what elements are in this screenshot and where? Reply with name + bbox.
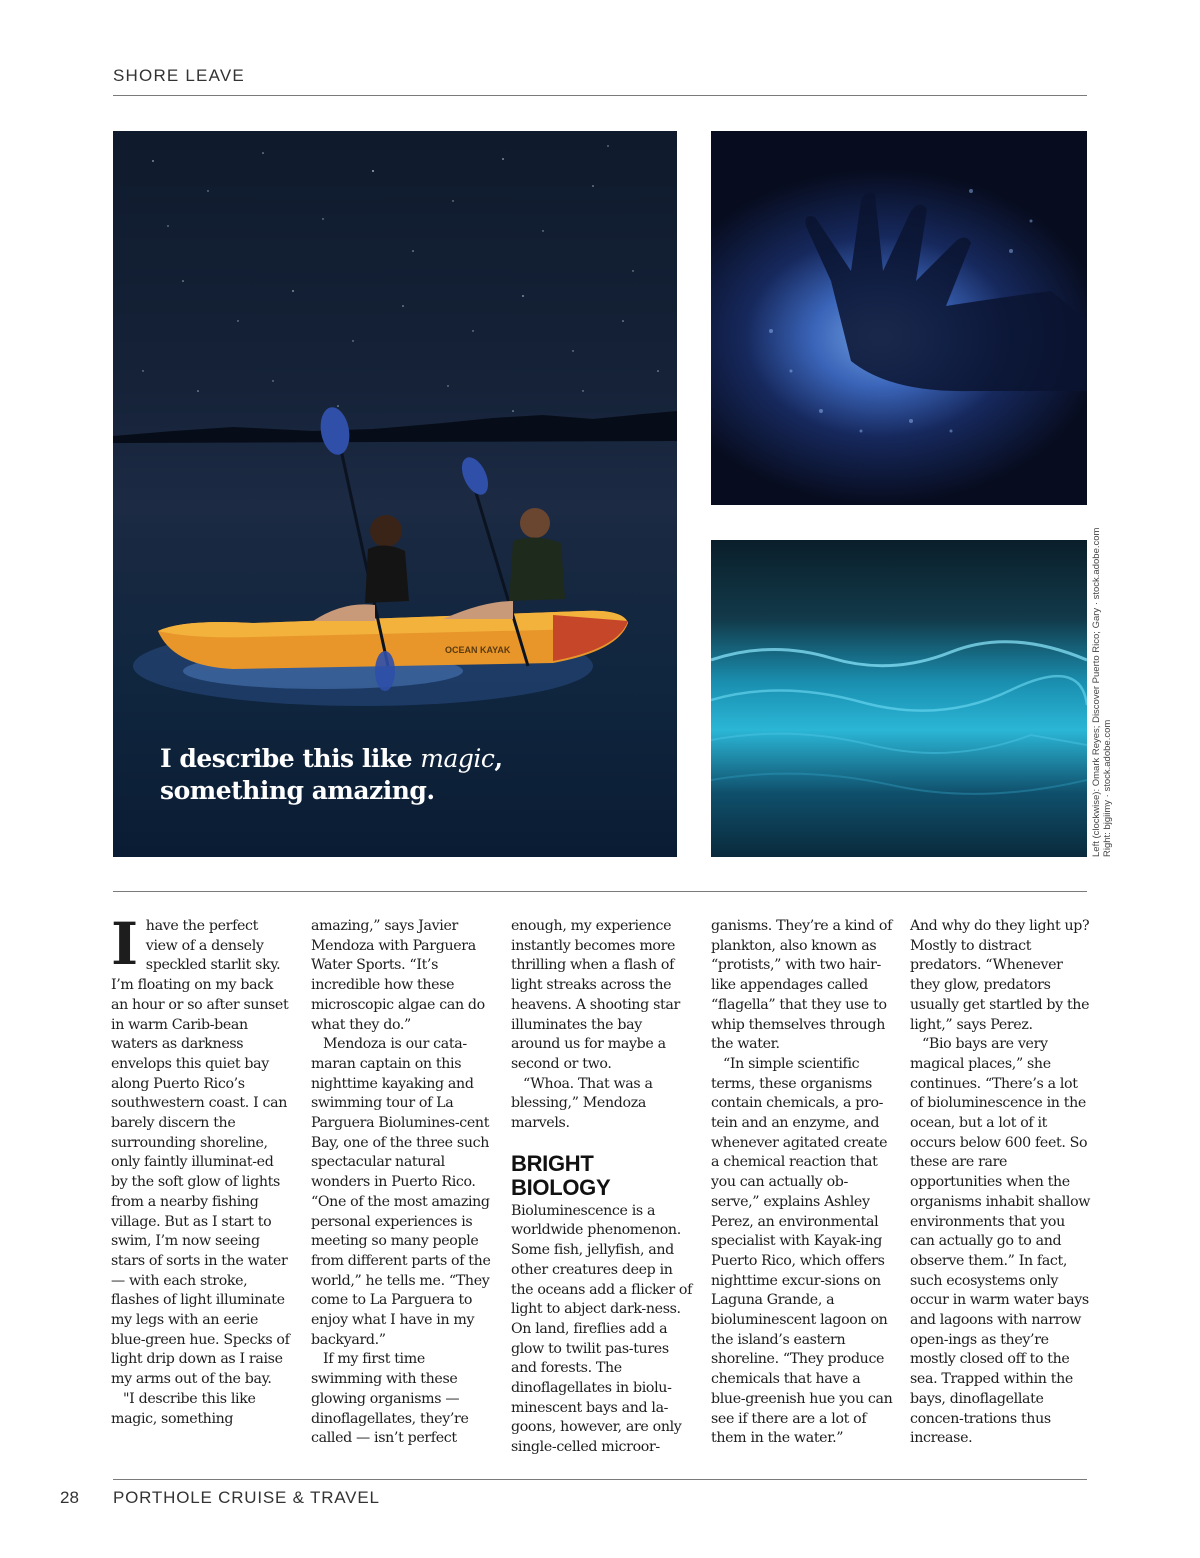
footer-rule (113, 1479, 1087, 1480)
article-column-3 (511, 917, 693, 1458)
col1-paragraph-1: have the perfect view of a densely speckled starlit sky. I’m floating on my back an hour or so after sunset in warm Carib-bean waters as darkness envelops this quiet bay along Puerto Rico’s southwestern coast. I can barely discern the surrounding shoreline, only faintly illuminat-ed by the soft glow of lights from a nearby fishing village. But as I start to swim, I’m now seeing stars of sorts in the water — with each stroke, flashes of light illuminate my legs with an eerie blue-green hue. Specks of light drip down as I raise my arms out of the bay. (111, 918, 290, 1388)
subhead-line2: BIOLOGY (511, 1174, 611, 1200)
dropcap: I (111, 910, 138, 978)
article-column-1 (111, 910, 293, 1429)
pull-quote (160, 743, 540, 807)
article-column-4 (711, 917, 893, 1449)
waves-illustration (711, 540, 1087, 857)
pull-quote-line2: something amazing. (160, 776, 435, 805)
col4-paragraph-1: ganisms. They’re a kind of plankton, also known as “protists,” with two hair-like appendages called “flagella” that they use to whip themselves through the water. (711, 918, 892, 1053)
col3-paragraph-1: enough, my experience instantly becomes more thrilling when a flash of light streaks across the heavens. A shooting star illuminates the bay around us for maybe a second or two. (511, 918, 680, 1072)
col5-paragraph-1: And why do they light up? Mostly to distract predators. “Whenever they glow, predators usually get startled by the light,” says Perez. (910, 918, 1090, 1033)
col1-paragraph-2: "I describe this like magic, something (111, 1390, 256, 1427)
photo-credit (1091, 528, 1113, 857)
pull-quote-after: , (494, 744, 503, 773)
photo-credit-line1: Left (clockwise): Omark Reyes; Discover Puerto Rico; Gary · stock.adobe.com (1091, 527, 1102, 857)
article-top-rule (113, 891, 1087, 892)
col4-paragraph-2: “In simple scientific terms, these organisms contain chemicals, a pro-tein and an enzyme, and whenever agitated create a chemical reaction that you can actually ob-serve,” explains Ashley Perez, an environmental specialist with Kayak-ing Puerto Rico, which offers nighttime excur-sions on Laguna Grande, a bioluminescent lagoon on the island’s eastern shoreline. “They produce chemicals that have a blue-greenish hue you can see if there are a lot of them in the water.” (711, 1055, 893, 1447)
kayak-photo (113, 131, 677, 857)
page-number: 28 (60, 1488, 79, 1507)
magazine-name: PORTHOLE CRUISE & TRAVEL (113, 1488, 380, 1507)
glowing-waves-photo (711, 540, 1087, 857)
article-column-2 (311, 917, 493, 1449)
hand-illustration (711, 131, 1087, 505)
photo-credit-line2: Right: bjgiimy · stock.adobe.com (1102, 719, 1113, 857)
col3-paragraph-2: “Whoa. That was a blessing,” Mendoza marvels. (511, 1075, 653, 1132)
header-rule (113, 95, 1087, 96)
pull-quote-before: I describe this like (160, 744, 421, 773)
subhead-line1: BRIGHT (511, 1150, 594, 1176)
col5-paragraph-2: “Bio bays are very magical places,” she continues. “There’s a lot of bioluminescence in the ocean, but a lot of it occurs below 600 feet. So these are rare opportunities when the organisms inhabit shallow environments that you can actually go to and observe them.” In fact, such ecosystems only occur in warm water bays and lagoons with narrow open-ings as they’re mostly closed off to the sea. Trapped within the bays, dinoflagellate concen-trations thus increase. (910, 1036, 1091, 1447)
glowing-hand-photo (711, 131, 1087, 505)
subhead (511, 1152, 693, 1200)
col2-paragraph-1: amazing,” says Javier Mendoza with Parguera Water Sports. “It’s incredible how these microscopic algae can do what they do.” (311, 918, 485, 1033)
section-label: SHORE LEAVE (113, 66, 245, 85)
col2-paragraph-3: If my first time swimming with these glowing organisms — dinoflagellates, they’re called — isn’t perfect (311, 1351, 469, 1447)
col3-paragraph-3: Bioluminescence is a worldwide phenomenon. Some fish, jellyfish, and other creatures deep in the oceans add a flicker of light to abject dark-ness. On land, fireflies add a glow to twilit pas-tures and forests. The dinoflagellates in biolu-minescent bays and la-goons, however, are only single-celled microor- (511, 1202, 693, 1456)
article-column-5 (910, 917, 1092, 1449)
kayak-brand: OCEAN KAYAK (445, 645, 511, 655)
col2-paragraph-2: Mendoza is our cata-maran captain on this nighttime kayaking and swimming tour of La Parguera Biolumines-cent Bay, one of the three such spectacular natural wonders in Puerto Rico. “One of the most amazing personal experiences is meeting so many people from different parts of the world,” he tells me. “They come to La Parguera to enjoy what I have in my backyard.” (311, 1036, 491, 1348)
pull-quote-emphasis: magic (420, 744, 495, 773)
